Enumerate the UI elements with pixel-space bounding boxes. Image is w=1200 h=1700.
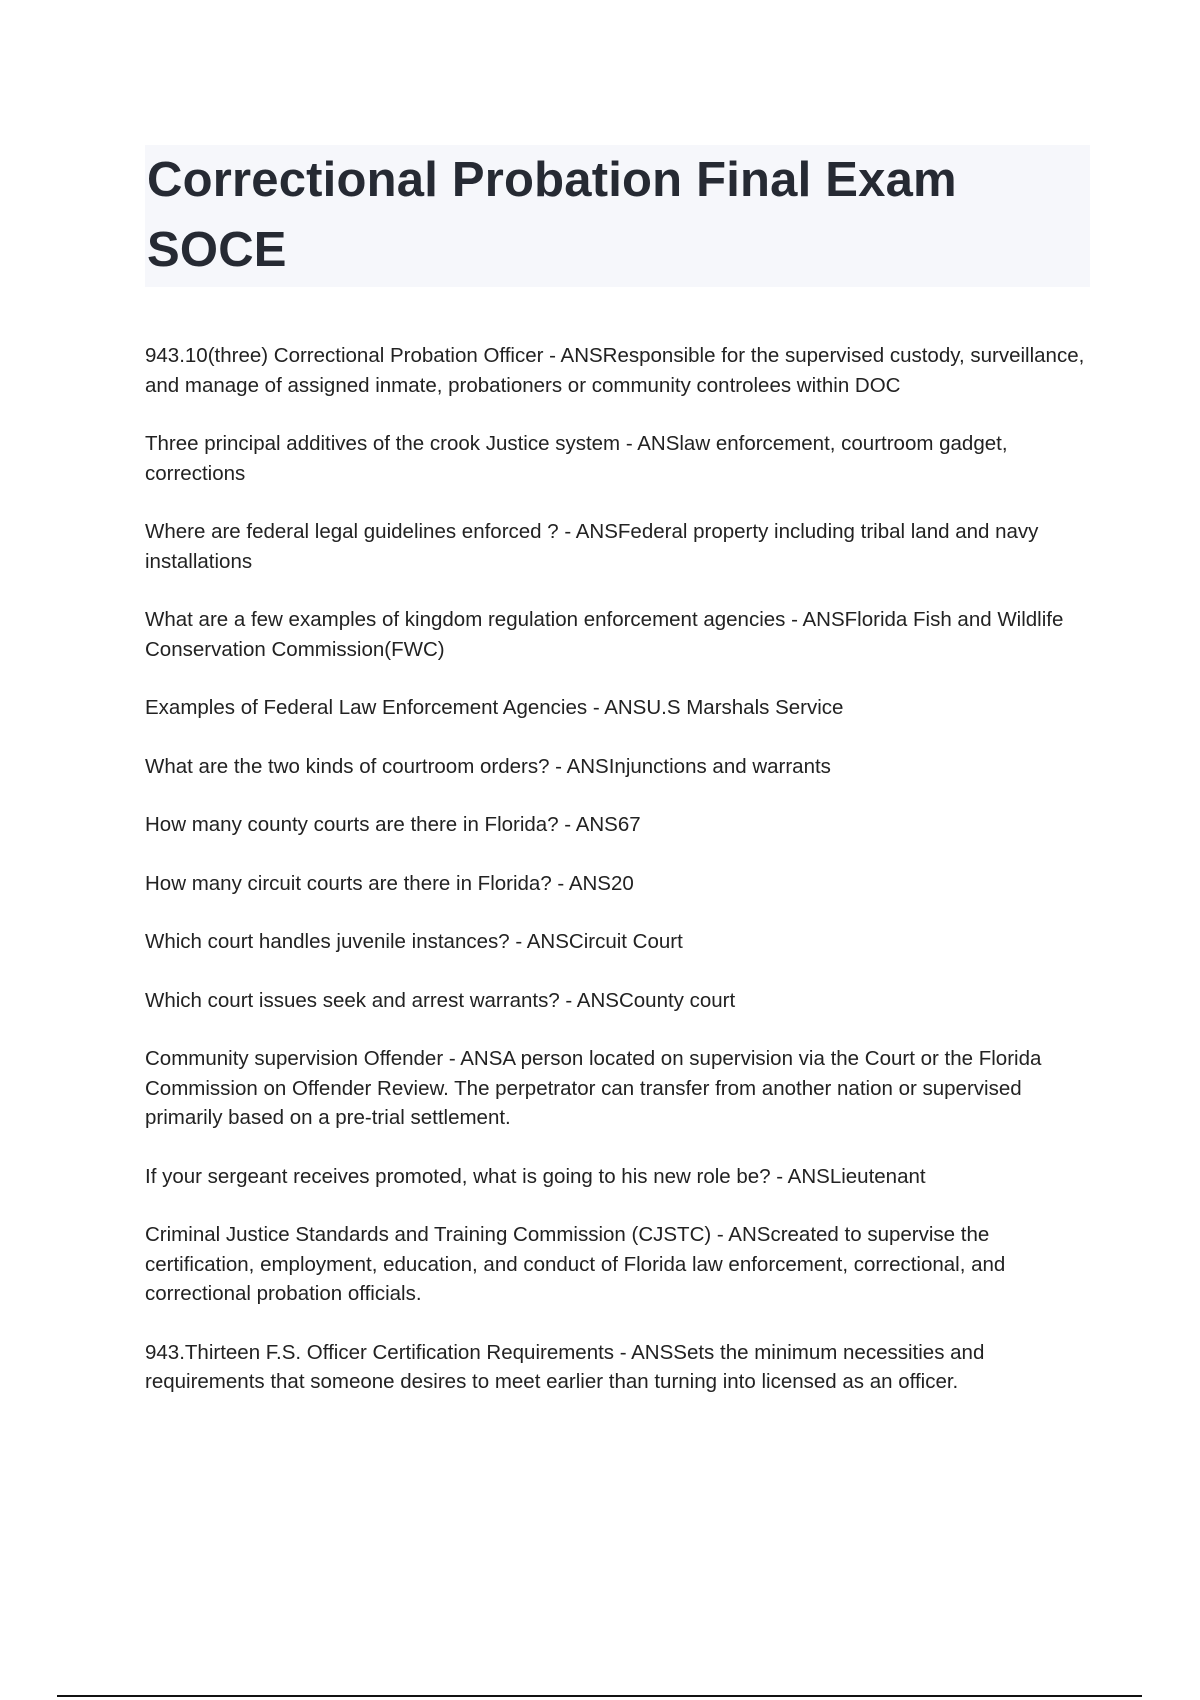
qa-entry: Where are federal legal guidelines enforced ? - ANSFederal property including tribal land and navy installations [145, 520, 1039, 573]
qa-entry: Criminal Justice Standards and Training Commission (CJSTC) - ANScreated to supervise the certification, employment, education, and conduct of Florida law enforcement, correctional, and correctional probation officials. [145, 1223, 1006, 1305]
footer-divider [57, 1695, 1142, 1697]
qa-entry: How many circuit courts are there in Florida? - ANS20 [145, 871, 634, 895]
title-block [145, 145, 1090, 287]
qa-entry: 943.Thirteen F.S. Officer Certification Requirements - ANSSets the minimum necessities and requirements that someone desires to meet earlier than turning into licensed as an officer. [145, 1340, 985, 1393]
qa-entry: Which court handles juvenile instances? - ANSCircuit Court [145, 930, 683, 953]
qa-entry: How many county courts are there in Florida? - ANS67 [145, 813, 641, 836]
qa-entry: What are a few examples of kingdom regulation enforcement agencies - ANSFlorida Fish and Wildlife Conservation Commission(FWC) [145, 608, 1064, 661]
qa-entry: Community supervision Offender - ANSA person located on supervision via the Court or the Florida Commission on Offender Review. The perpetrator can transfer from another nation or supervised primarily based on a pre-trial settlement. [145, 1047, 1042, 1129]
qa-entry: Which court issues seek and arrest warrants? - ANSCounty court [145, 988, 736, 1012]
qa-list [145, 341, 1090, 1426]
qa-entry: 943.10(three) Correctional Probation Officer - ANSResponsible for the supervised custody, surveillance, and manage of assigned inmate, probationers or community controlees within DOC [145, 344, 1085, 397]
page-title: Correctional Probation Final Exam SOCE [147, 153, 957, 277]
qa-entry: Examples of Federal Law Enforcement Agencies - ANSU.S Marshals Service [145, 696, 844, 719]
qa-entry: If your sergeant receives promoted, what is going to his new role be? - ANSLieutenant [145, 1164, 926, 1188]
qa-entry: Three principal additives of the crook Justice system - ANSlaw enforcement, courtroom gadget, corrections [145, 432, 1008, 485]
qa-entry: What are the two kinds of courtroom orders? - ANSInjunctions and warrants [145, 754, 831, 778]
